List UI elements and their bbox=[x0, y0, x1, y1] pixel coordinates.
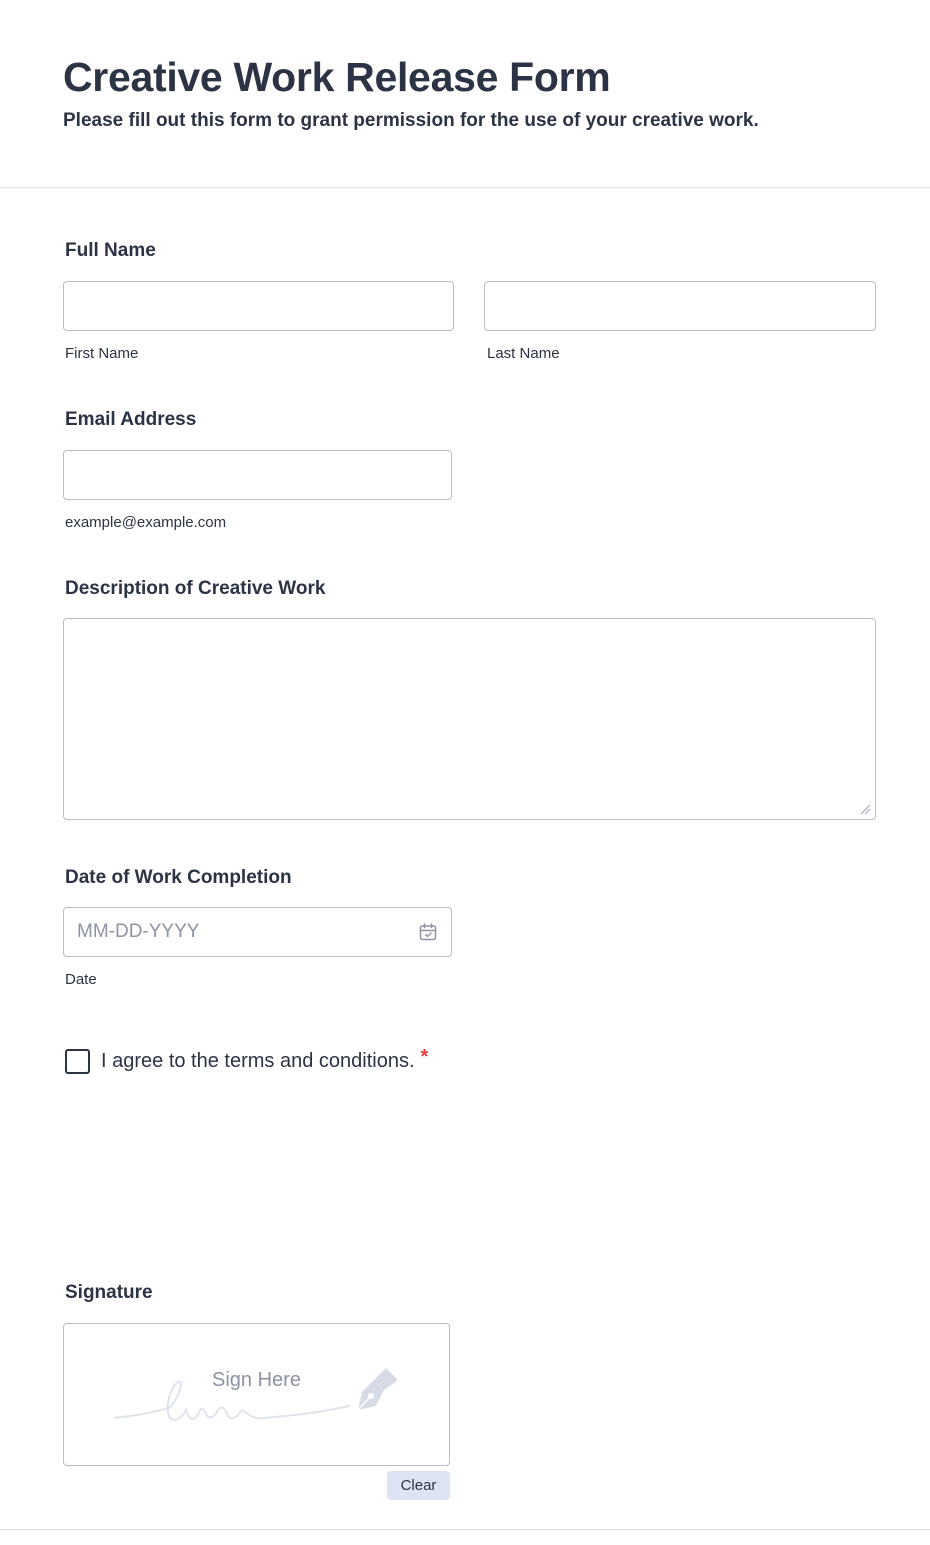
signature-pad[interactable] bbox=[63, 1323, 450, 1466]
bottom-divider bbox=[0, 1529, 930, 1530]
description-label: Description of Creative Work bbox=[65, 578, 326, 599]
full-name-label: Full Name bbox=[65, 240, 156, 261]
email-label: Email Address bbox=[65, 409, 197, 430]
date-input[interactable] bbox=[63, 907, 452, 957]
form-header bbox=[0, 0, 930, 188]
pen-nib-icon bbox=[358, 1368, 398, 1410]
date-sublabel: Date bbox=[65, 971, 97, 988]
page-subtitle: Please fill out this form to grant permission for the use of your creative work. bbox=[63, 110, 759, 131]
email-input[interactable] bbox=[63, 450, 452, 500]
first-name-input[interactable] bbox=[63, 281, 454, 331]
first-name-sublabel: First Name bbox=[65, 345, 139, 362]
email-sublabel: example@example.com bbox=[65, 514, 227, 531]
last-name-sublabel: Last Name bbox=[487, 345, 560, 362]
clear-signature-button[interactable]: Clear bbox=[387, 1471, 450, 1500]
date-label: Date of Work Completion bbox=[65, 867, 292, 888]
signature-hint: Sign Here bbox=[212, 1369, 301, 1391]
description-textarea[interactable] bbox=[63, 618, 876, 820]
terms-checkbox[interactable] bbox=[65, 1049, 90, 1074]
last-name-input[interactable] bbox=[484, 281, 876, 331]
signature-label: Signature bbox=[65, 1282, 153, 1303]
resize-grip-icon[interactable] bbox=[859, 803, 871, 815]
page-title: Creative Work Release Form bbox=[63, 54, 611, 100]
required-asterisk: * bbox=[420, 1046, 429, 1068]
terms-label-text: I agree to the terms and conditions. bbox=[101, 1050, 415, 1072]
calendar-icon[interactable] bbox=[418, 922, 438, 942]
terms-label[interactable] bbox=[101, 1046, 429, 1074]
